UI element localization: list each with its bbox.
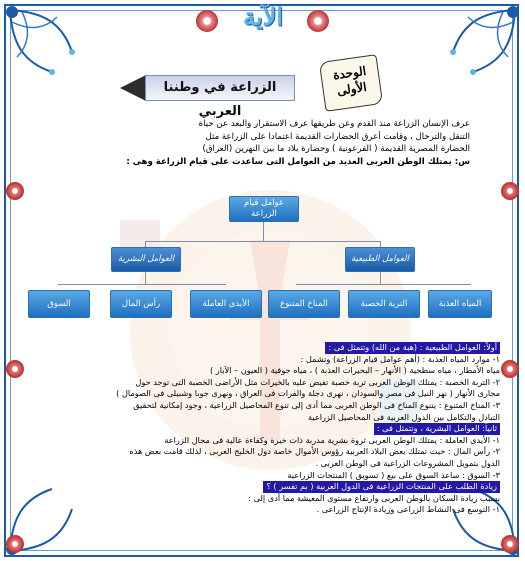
unit-scroll-badge bbox=[319, 54, 383, 112]
unit-label-line1: الوحدة bbox=[332, 63, 368, 83]
side-medal-left-top bbox=[6, 182, 24, 200]
connector-human-bar bbox=[58, 284, 226, 285]
diagram-node-labor: الأيدى العاملة bbox=[190, 290, 262, 318]
body-line: ١- التوسع فى النشاط الزراعى وزيادة الإنتاج الزراعى . bbox=[316, 504, 500, 515]
body-line: ٣- المناخ المتنوع : يتنوع المناخ فى الوطن العربى مما أدى إلى تنوع المحاصيل الزراعية ، وجود إمكانية لتحقيق bbox=[133, 399, 500, 410]
diagram-node-market: السوق bbox=[28, 290, 90, 318]
diagram-human-factors: العوامل البشرية bbox=[111, 247, 181, 272]
heading-human-factors: ثانياً: العوامل البشرية ، وتتمثل فى : bbox=[374, 423, 500, 435]
body-line: ٣- السوق : ساعد السوق على بيع ( تسويق ) المنتجات الزراعية bbox=[287, 469, 500, 480]
connector-human-down bbox=[145, 272, 146, 284]
side-medal-right-corner bbox=[501, 535, 519, 553]
heading-demand-question: زيادة الطلب على المنتجات الزراعية فى الدول العربية ( بم تفسر ) ؟ bbox=[263, 481, 500, 493]
side-medal-left-bottom bbox=[6, 360, 24, 378]
body-line: ٢- رأس المال : حيث تمتلك بعض البلاد العربية رؤوس الأموال خاصة دول الخليج العربى ، لذلك قامت بعض هذه bbox=[129, 446, 500, 457]
connector-root-down bbox=[263, 220, 264, 242]
connector-natural-down bbox=[380, 272, 381, 284]
diagram-node-water: المياه العذبة bbox=[428, 290, 492, 318]
title-arrow-icon bbox=[120, 75, 146, 101]
body-line: الدول بتمويل المشروعات الزراعية فى الوطن العربى . bbox=[315, 457, 500, 468]
brand-medal-left bbox=[196, 10, 218, 32]
brand-logo-text: الآية bbox=[243, 2, 283, 31]
body-line: بسبب زيادة السكان بالوطن العربى وارتفاع مستوى المعيشة مما أدى إلى : bbox=[248, 492, 500, 503]
side-medal-left-corner bbox=[6, 535, 24, 553]
body-line: ٢- التربة الخصبة : يمتلك الوطن العربى تربة خصبة تفيض عليه بالخيرات مثل الأراضى الخصبة التى توجد حول bbox=[135, 376, 500, 387]
connector-level1-bar bbox=[145, 241, 381, 242]
page-title: الزراعة في وطننا العربي bbox=[145, 75, 295, 101]
connector-natural-bar bbox=[296, 284, 471, 285]
diagram-natural-factors: العوامل الطبيعية bbox=[345, 247, 415, 272]
body-line: ١- الأيدى العاملة : يمتلك الوطن العربى ثروة بشرية مدربة ذات خبرة وكفاءة عالية فى مجال الزراعة bbox=[164, 434, 500, 445]
intro-question: س: يمتلك الوطن العربى العديد من العوامل التى ساعدت على قيام الزراعة وهى : bbox=[126, 156, 470, 167]
diagram-node-capital: رأس المال bbox=[110, 290, 172, 318]
side-medal-right-bottom bbox=[501, 360, 519, 378]
intro-line-1: عرف الإنسان الزراعة منذ القدم وعن طريقها عرف الاستقرار والبعد عن حياة bbox=[198, 119, 470, 129]
diagram-node-soil: التربة الخصبة bbox=[348, 290, 420, 318]
brand-medal-right bbox=[307, 10, 329, 32]
body-line: ١- موارد المياه العذبة : (أهم عوامل قيام الزراعة) وتشمل : bbox=[300, 353, 500, 364]
unit-label-line2: الأولى bbox=[336, 79, 368, 98]
body-line: التبادل والتكامل بين الدول العربية فى المحاصيل الزراعية bbox=[307, 411, 500, 422]
body-line: مجارى الأنهار ( نهر النيل فى مصر والسودان ، نهرى دجلة والفرات فى العراق ، ونهرى جوبا وشبيلى فى الصومال ) bbox=[116, 388, 500, 399]
intro-paragraph bbox=[70, 118, 470, 168]
intro-line-2: التنقل والترحال ، وقامت أعرق الحضارات القديمة اعتمادا على الزراعة مثل bbox=[205, 131, 470, 142]
corner-ornament-top-left bbox=[2, 2, 98, 98]
intro-line-3: الحضارة المصرية القديمة ( الفرعونية ) وحضارة بلاد ما بين النهرين (العراق) bbox=[202, 144, 470, 154]
corner-ornament-top-right bbox=[427, 2, 523, 98]
body-text bbox=[24, 342, 500, 516]
body-line: مياه الأمطار ، مياه سطحية ( الأنهار – البحيرات العذبة ) ، مياه جوفية ( العيون – الآبار ) bbox=[209, 365, 500, 376]
heading-natural-factors: أولاً: العوامل الطبيعية : (هبة من الله) وتتمثل فى : bbox=[325, 342, 500, 354]
diagram-node-climate: المناخ المتنوع bbox=[268, 290, 340, 318]
side-medal-right-top bbox=[501, 182, 519, 200]
diagram-root: عوامل قيام الزراعة bbox=[229, 196, 299, 222]
